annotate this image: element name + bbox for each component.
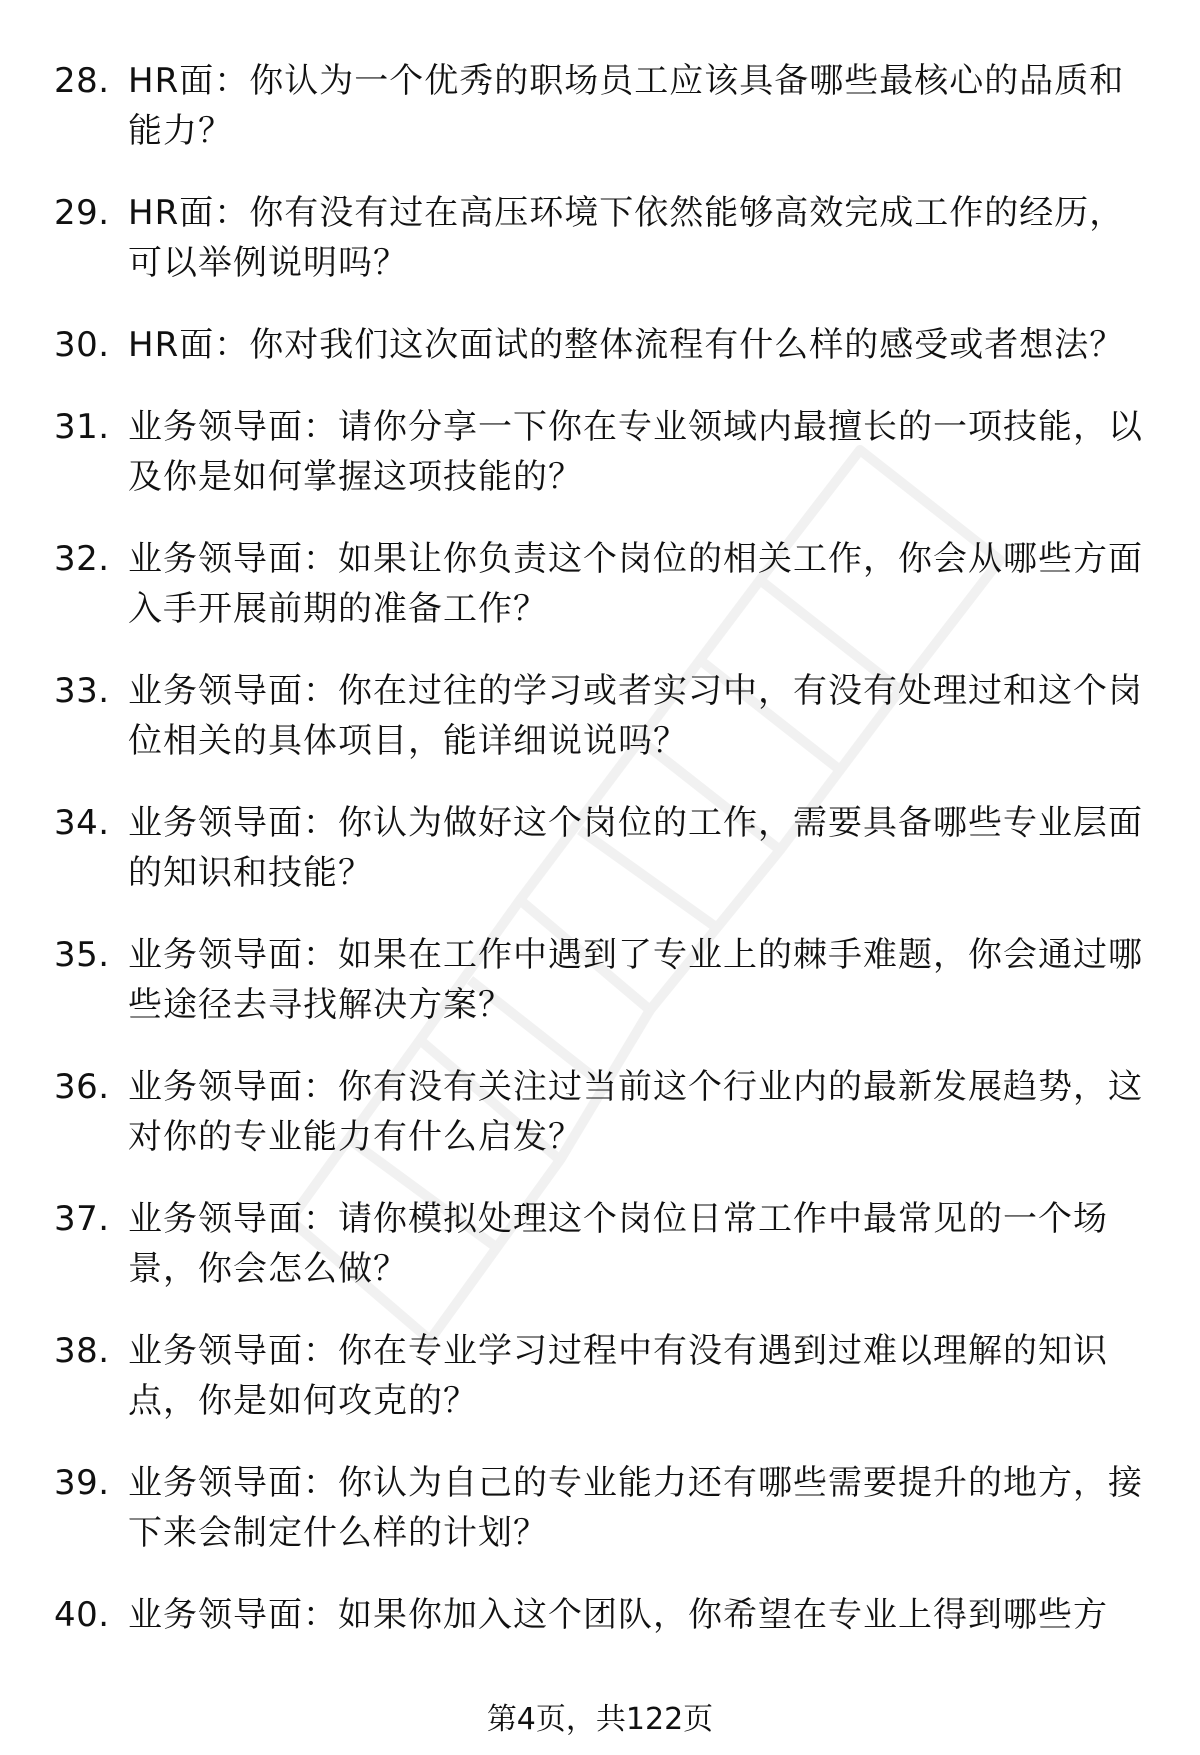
question-list	[0, 56, 1200, 1650]
question-number: 36.	[54, 1067, 110, 1107]
question-text: 业务领导面：如果在工作中遇到了专业上的棘手难题，你会通过哪些途径去寻找解决方案？	[128, 935, 1143, 1025]
question-text: HR面：你对我们这次面试的整体流程有什么样的感受或者想法？	[128, 325, 1125, 365]
list-item	[0, 1326, 1200, 1458]
question-text: 业务领导面：你认为自己的专业能力还有哪些需要提升的地方，接下来会制定什么样的计划？	[128, 1463, 1143, 1553]
question-text: 业务领导面：你在过往的学习或者实习中，有没有处理过和这个岗位相关的具体项目，能详细说说吗？	[128, 671, 1143, 761]
question-text: 业务领导面：你认为做好这个岗位的工作，需要具备哪些专业层面的知识和技能？	[128, 803, 1143, 893]
list-item	[0, 798, 1200, 930]
question-text: HR面：你认为一个优秀的职场员工应该具备哪些最核心的品质和能力？	[128, 61, 1125, 151]
question-number: 33.	[54, 671, 110, 711]
question-text: 业务领导面：请你模拟处理这个岗位日常工作中最常见的一个场景，你会怎么做？	[128, 1199, 1108, 1289]
list-item	[0, 1062, 1200, 1194]
question-number: 40.	[54, 1595, 110, 1635]
list-item	[0, 534, 1200, 666]
question-text: 业务领导面：如果你加入这个团队，你希望在专业上得到哪些方	[128, 1595, 1108, 1635]
list-item	[0, 930, 1200, 1062]
question-number: 29.	[54, 193, 110, 233]
question-text: 业务领导面：你有没有关注过当前这个行业内的最新发展趋势，这对你的专业能力有什么启发？	[128, 1067, 1143, 1157]
question-number: 28.	[54, 61, 110, 101]
question-number: 31.	[54, 407, 110, 447]
list-item	[0, 56, 1200, 188]
question-number: 30.	[54, 325, 110, 365]
list-item	[0, 1590, 1200, 1650]
question-number: 38.	[54, 1331, 110, 1371]
list-item	[0, 1458, 1200, 1590]
list-item	[0, 188, 1200, 320]
list-item	[0, 320, 1200, 402]
list-item	[0, 402, 1200, 534]
question-number: 34.	[54, 803, 110, 843]
question-number: 39.	[54, 1463, 110, 1503]
question-text: 业务领导面：你在专业学习过程中有没有遇到过难以理解的知识点，你是如何攻克的？	[128, 1331, 1108, 1421]
list-item	[0, 666, 1200, 798]
question-text: HR面：你有没有过在高压环境下依然能够高效完成工作的经历，可以举例说明吗？	[128, 193, 1125, 283]
question-number: 37.	[54, 1199, 110, 1239]
question-text: 业务领导面：如果让你负责这个岗位的相关工作，你会从哪些方面入手开展前期的准备工作？	[128, 539, 1143, 629]
question-text: 业务领导面：请你分享一下你在专业领域内最擅长的一项技能，以及你是如何掌握这项技能的？	[128, 407, 1143, 497]
question-number: 35.	[54, 935, 110, 975]
list-item	[0, 1194, 1200, 1326]
page-footer: 第4页，共122页	[486, 1702, 714, 1737]
question-number: 32.	[54, 539, 110, 579]
